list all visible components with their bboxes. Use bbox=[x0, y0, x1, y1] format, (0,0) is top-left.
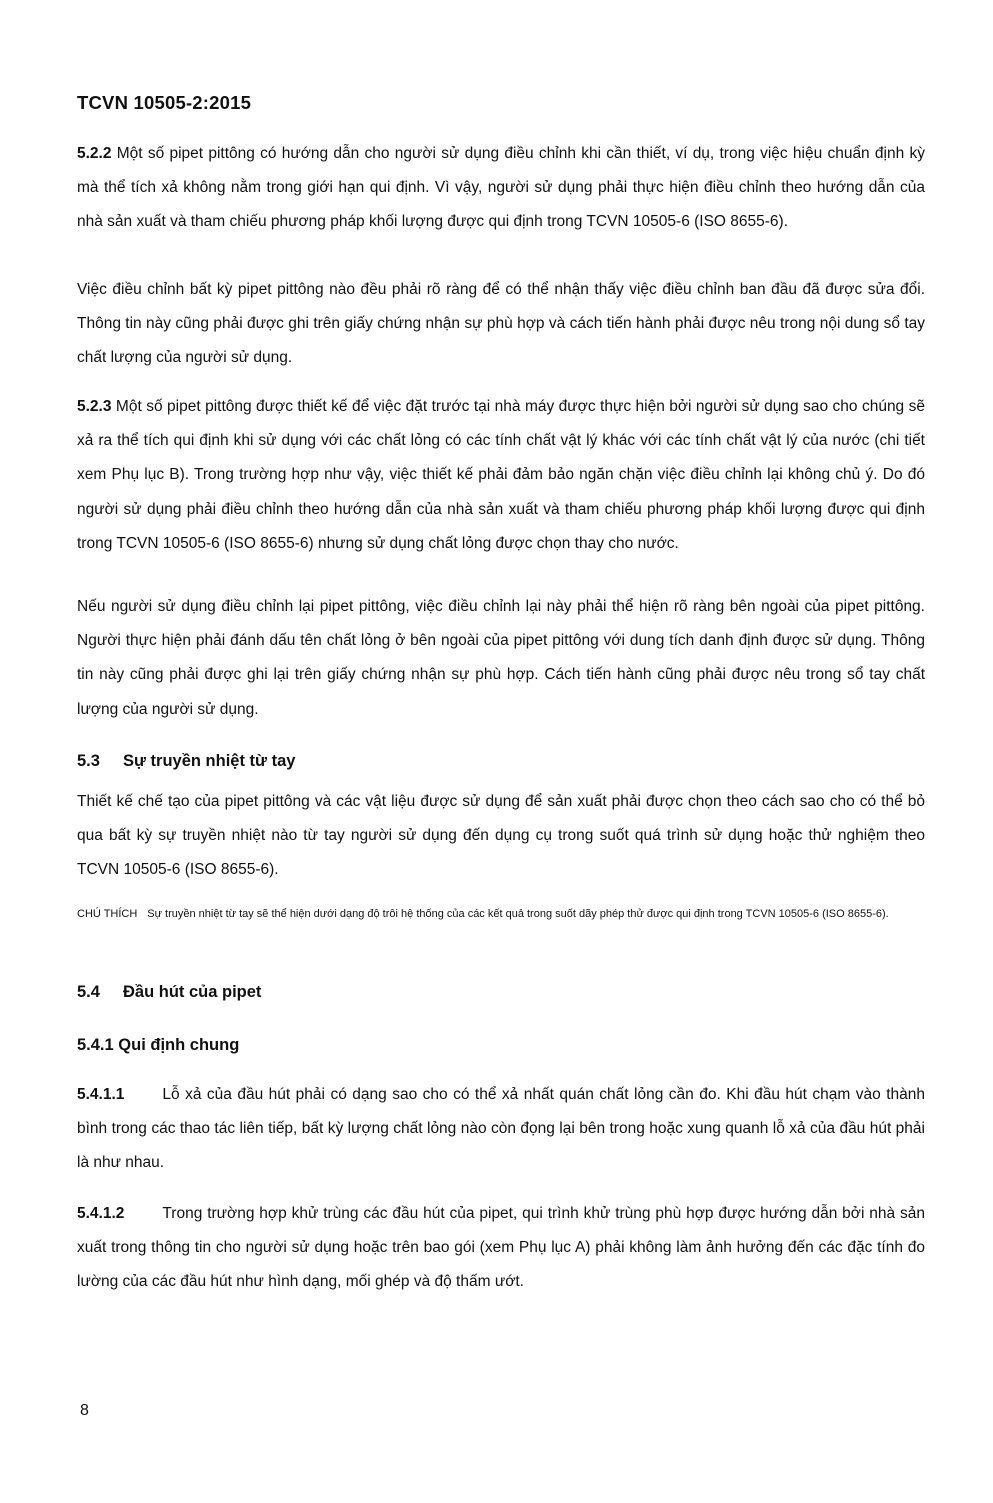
clause-text: Lỗ xả của đầu hút phải có dạng sao cho có thể xả nhất quán chất lỏng cần đo. Khi đầu hút chạm vào thành bình trong các thao tác liên tiếp, bất kỳ lượng chất lỏng nào còn đọng lại bên trong hoặc xung quanh lỗ xả của đầu hút phải là như nhau. bbox=[77, 1086, 925, 1172]
clause-number: 5.4.1.2 bbox=[77, 1205, 125, 1222]
standard-header: TCVN 10505-2:2015 bbox=[77, 92, 252, 113]
paragraph-adjustment: Việc điều chỉnh bất kỳ pipet pittông nào đều phải rõ ràng để có thể nhận thấy việc điều chỉnh ban đầu đã được sửa đổi. Thông tin này cũng phải được ghi trên giấy chứng nhận sự phù hợp và cách tiến hành phải được nêu trong nội dung sổ tay chất lượng của người sử dụng. bbox=[77, 281, 925, 367]
section-5-4-1-heading bbox=[77, 1036, 239, 1055]
clause-text: Một số pipet pittông được thiết kế để việc đặt trước tại nhà máy được thực hiện bởi người sử dụng sao cho chúng sẽ xả ra thể tích qui định khi sử dụng với các chất lỏng có các tính chất vật lý khác với các tính chất vật lý của nước (chi tiết xem Phụ lục B). Trong trường hợp như vậy, việc thiết kế phải đảm bảo ngăn chặn việc điều chỉnh lại không chủ ý. Do đó người sử dụng phải điều chỉnh theo hướng dẫn của nhà sản xuất và tham chiếu phương pháp khối lượng được qui định trong TCVN 10505-6 (ISO 8655-6) nhưng sử dụng chất lỏng được chọn thay cho nước. bbox=[77, 398, 925, 552]
clause-number: 5.4.1.1 bbox=[77, 1086, 125, 1103]
clause-number: 5.2.2 bbox=[77, 145, 112, 162]
section-5-4-heading bbox=[77, 983, 261, 1002]
paragraph-readjustment: Nếu người sử dụng điều chỉnh lại pipet pittông, việc điều chỉnh lại này phải thể hiện rõ ràng bên ngoài của pipet pittông. Người thực hiện phải đánh dấu tên chất lỏng ở bên ngoài của pipet pittông với dung tích danh định được sử dụng. Thông tin này cũng phải được ghi lại trên giấy chứng nhận sự phù hợp. Cách tiến hành cũng phải được nêu trong sổ tay chất lượng của người sử dụng. bbox=[77, 598, 925, 718]
clause-text: Một số pipet pittông có hướng dẫn cho người sử dụng điều chỉnh khi cần thiết, ví dụ, trong việc hiệu chuẩn định kỳ mà thể tích xả không nằm trong giới hạn qui định. Vì vậy, người sử dụng phải thực hiện điều chỉnh theo hướng dẫn của nhà sản xuất và tham chiếu phương pháp khối lượng được qui định trong TCVN 10505-6 (ISO 8655-6). bbox=[77, 145, 925, 231]
clause-5-2-2 bbox=[77, 137, 925, 240]
clause-5-2-3 bbox=[77, 390, 925, 561]
page-number: 8 bbox=[80, 1402, 89, 1419]
clause-5-4-1-1 bbox=[77, 1078, 925, 1181]
section-title: Qui định chung bbox=[118, 1036, 240, 1054]
clause-text: Trong trường hợp khử trùng các đầu hút của pipet, qui trình khử trùng phù hợp được hướng dẫn bởi nhà sản xuất trong thông tin cho người sử dụng hoặc trên bao gói (xem Phụ lục A) phải không làm ảnh hưởng đến các đặc tính đo lường của các đầu hút như hình dạng, mối ghép và độ thấm ướt. bbox=[77, 1205, 925, 1291]
section-5-3-heading bbox=[77, 752, 295, 771]
paragraph-heat-transfer: Thiết kế chế tạo của pipet pittông và các vật liệu được sử dụng để sản xuất phải được chọn theo cách sao cho có thể bỏ qua bất kỳ sự truyền nhiệt nào từ tay người sử dụng đến dụng cụ trong suốt quá trình sử dụng hoặc thử nghiệm theo TCVN 10505-6 (ISO 8655-6). bbox=[77, 793, 925, 879]
clause-5-4-1-2 bbox=[77, 1197, 925, 1300]
note-text: Sự truyền nhiệt từ tay sẽ thể hiện dưới dạng độ trôi hệ thống của các kết quả trong suốt dãy phép thử được qui định trong TCVN 10505-6 (ISO 8655-6). bbox=[147, 908, 889, 920]
section-number: 5.4 bbox=[77, 983, 100, 1001]
section-number: 5.3 bbox=[77, 752, 100, 770]
section-title: Đầu hút của pipet bbox=[123, 983, 262, 1001]
section-title: Sự truyền nhiệt từ tay bbox=[123, 752, 296, 770]
section-number: 5.4.1 bbox=[77, 1036, 114, 1054]
clause-number: 5.2.3 bbox=[77, 398, 112, 415]
note-label: CHÚ THÍCH bbox=[77, 908, 138, 920]
note-5-3 bbox=[77, 900, 925, 928]
